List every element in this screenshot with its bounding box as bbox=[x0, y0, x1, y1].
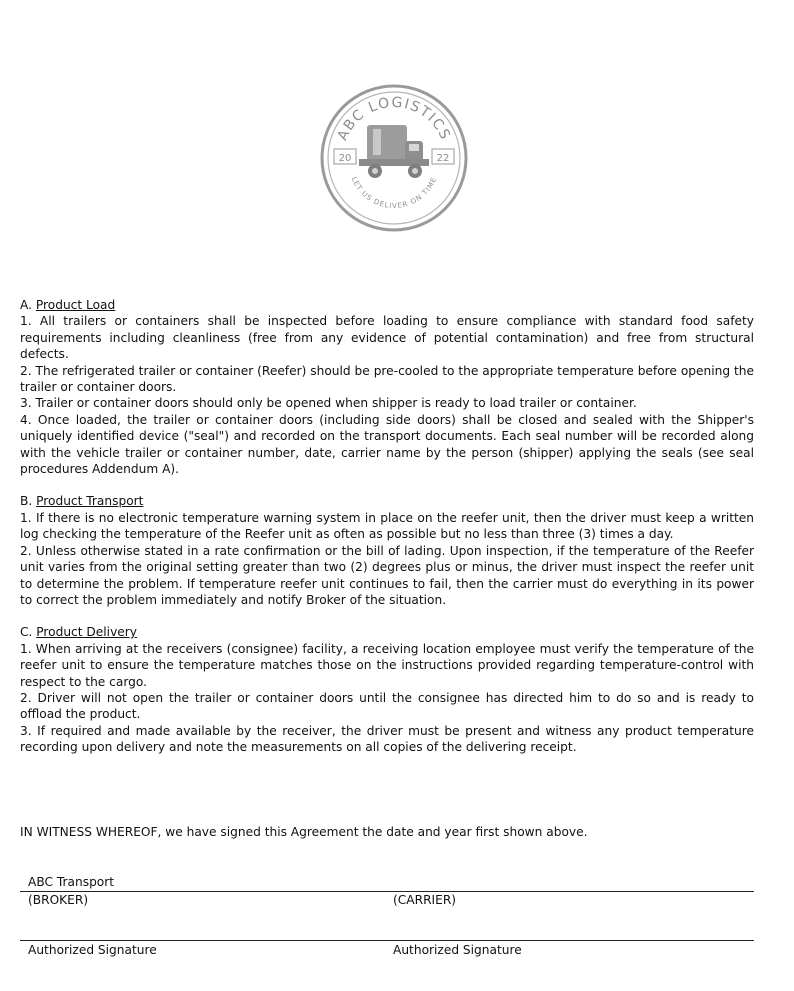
clause: 2. The refrigerated trailer or container (Reefer) should be pre-cooled to the appropriate temperature before opening the trailer or container doors. bbox=[20, 363, 754, 395]
clause: 3. If required and made available by the receiver, the driver must be present and witness any product temperature recording upon delivery and note the measurements on all copies of the delivering receipt. bbox=[20, 723, 754, 755]
carrier-label: (CARRIER) bbox=[393, 893, 457, 907]
section-title: Product Delivery bbox=[36, 625, 138, 640]
clause: 1. If there is no electronic temperature warning system in place on the reefer unit, then the driver must keep a written log checking the temperature of the Reefer unit as often as possible but no less than three (3) times a day. bbox=[20, 510, 754, 542]
section-title: Product Load bbox=[35, 298, 116, 312]
logo-year-right: 22 bbox=[436, 153, 450, 164]
section-heading: C. Product Delivery bbox=[20, 625, 138, 640]
party-name-line bbox=[20, 891, 754, 892]
truck-icon bbox=[359, 125, 429, 178]
section-product-delivery bbox=[20, 624, 754, 755]
clause: 1. When arriving at the receivers (consignee) facility, a receiving location employee must verify the temperature of the reefer unit to ensure the temperature matches those on the instructions provided regarding temperature-control with respect to the cargo. bbox=[20, 641, 754, 689]
broker-signature-label: Authorized Signature bbox=[28, 943, 157, 957]
logo-tagline: LET US DELIVER ON TIME bbox=[349, 175, 439, 211]
broker-name: ABC Transport bbox=[28, 875, 115, 889]
broker-label: (BROKER) bbox=[28, 893, 89, 907]
section-heading: B. Product Transport bbox=[20, 494, 144, 509]
section-heading: A. Product Load bbox=[20, 298, 116, 312]
section-title: Product Transport bbox=[36, 494, 144, 509]
clause: 1. All trailers or containers shall be inspected before loading to ensure compliance with standard food safety requirements including cleanliness (free from any evidence of potential contamination) and free from structural defects. bbox=[20, 314, 754, 362]
clause: 3. Trailer or container doors should only be opened when shipper is ready to load trailer or container. bbox=[20, 396, 637, 411]
agreement-body bbox=[20, 297, 754, 772]
clause: 2. Driver will not open the trailer or container doors until the consignee has directed him to do so and is ready to offload the product. bbox=[20, 690, 754, 722]
section-product-load bbox=[20, 297, 754, 477]
logo-company-name: ABC LOGISTICS bbox=[334, 94, 454, 144]
witness-statement: IN WITNESS WHEREOF, we have signed this Agreement the date and year first shown above. bbox=[20, 825, 588, 839]
signature-labels-row bbox=[28, 943, 754, 957]
clause: 4. Once loaded, the trailer or container doors (including side doors) shall be closed and sealed with the Shipper's uniquely identified device ("seal") and recorded on the transport documents. Each seal number will be recorded along with the vehicle trailer or container number, date, carrier name by the person (shipper) applying the seals (see seal procedures Addendum A). bbox=[20, 412, 754, 477]
signature-line bbox=[20, 940, 754, 941]
clause: 2. Unless otherwise stated in a rate confirmation or the bill of lading. Upon inspection, if the temperature of the Reefer unit varies from the original setting greater than two (2) degrees plus or minus, the driver must inspect the reefer unit to determine the problem. If temperature reefer unit continues to fail, then the carrier must do everything in its power to correct the problem immediately and notify Broker of the situation. bbox=[20, 543, 754, 607]
company-logo-stamp bbox=[319, 83, 469, 233]
party-labels-row bbox=[28, 893, 754, 907]
carrier-signature-label: Authorized Signature bbox=[393, 943, 522, 957]
section-product-transport bbox=[20, 493, 754, 608]
logo-year-left: 20 bbox=[338, 153, 352, 164]
